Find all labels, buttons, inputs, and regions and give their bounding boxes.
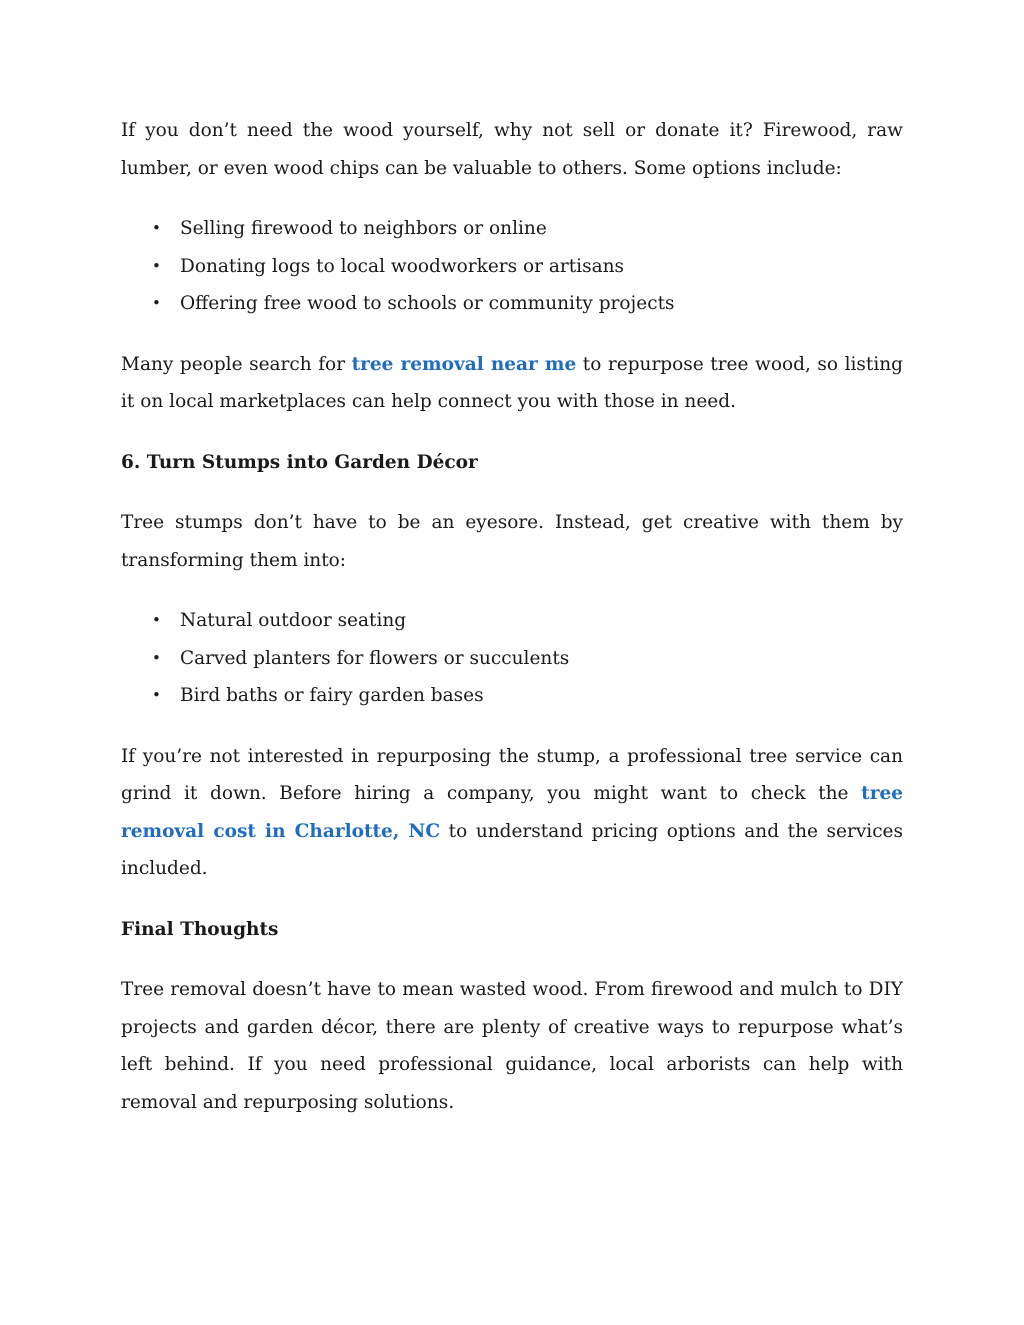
final-paragraph: Tree removal doesn’t have to mean wasted wood. From firewood and mulch to DIY projects and garden décor, there are plenty of creative ways to repurpose what’s left behind. If you need professional guidance, local arborists can help with removal and repurposing solutions.	[121, 979, 903, 1113]
list-item: • Donating logs to local woodworkers or artisans	[180, 248, 903, 286]
options-list	[121, 210, 903, 323]
grind-text-after: to understand pricing options and the services included.	[121, 820, 903, 879]
list-item: • Carved planters for flowers or succulents	[180, 640, 903, 678]
grind-text-before: If you’re not interested in repurposing the stump, a professional tree service can grind it down. Before hiring a company, you might want to check the	[121, 745, 903, 804]
tree-removal-cost-link[interactable]: tree removal cost in Charlotte, NC	[121, 783, 903, 842]
list-item: • Selling firewood to neighbors or online	[180, 210, 903, 248]
grind-paragraph	[121, 738, 903, 888]
section-heading-final: Final Thoughts	[121, 918, 279, 940]
search-text-before: Many people search for	[121, 353, 352, 375]
search-text-after: to repurpose tree wood, so listing it on local marketplaces can help connect you with those in need.	[121, 353, 903, 412]
list-item: • Natural outdoor seating	[180, 602, 903, 640]
tree-removal-near-me-link[interactable]: tree removal near me	[351, 353, 577, 375]
list-item: • Bird baths or fairy garden bases	[180, 677, 903, 715]
section-heading-stumps: 6. Turn Stumps into Garden Décor	[121, 451, 478, 473]
stumps-list	[121, 602, 903, 715]
list-item: • Offering free wood to schools or community projects	[180, 285, 903, 323]
search-paragraph	[121, 346, 903, 421]
intro-paragraph: If you don’t need the wood yourself, why not sell or donate it? Firewood, raw lumber, or even wood chips can be valuable to others. Some options include:	[121, 120, 903, 179]
stumps-paragraph: Tree stumps don’t have to be an eyesore. Instead, get creative with them by transforming them into:	[121, 512, 903, 571]
document-page	[121, 112, 903, 1144]
